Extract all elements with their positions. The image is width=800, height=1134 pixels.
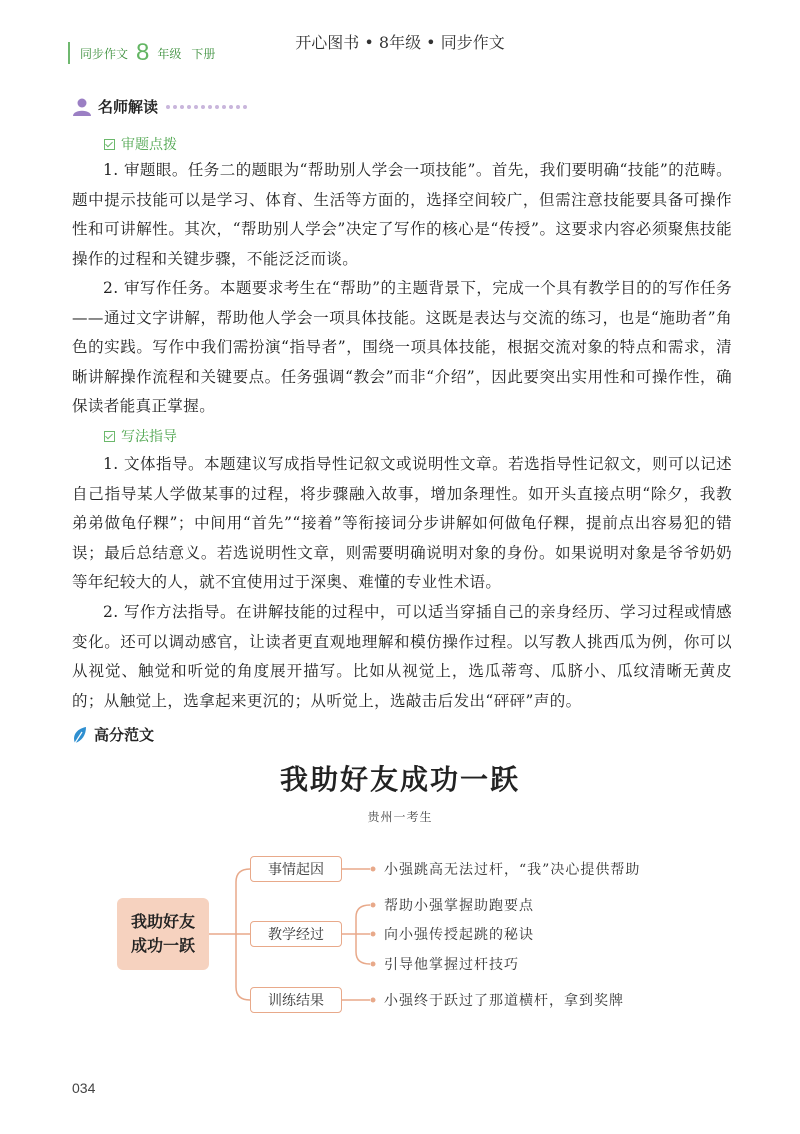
header-volume: 下册 — [191, 46, 216, 61]
checkbox-icon — [104, 431, 115, 442]
paragraph-1: 1. 审题眼。任务二的题眼为“帮助别人学会一项技能”。首先，我们要明确“技能”的范畴。题中提示技能可以是学习、体育、生活等方面的，选择空间较广，但需注意技能要具备可操作性和可讲解性。其次，“帮助别人学会”决定了写作的核心是“传授”。这要求内容必须聚焦技能操作的过程和关键步骤，不能泛泛而谈。 — [72, 161, 732, 268]
leaf-icon — [72, 726, 88, 744]
mindmap-center-node — [117, 898, 209, 970]
page-number: 034 — [72, 1080, 96, 1096]
center-node-line1: 我助好友 — [130, 912, 195, 931]
section-sample-header — [72, 724, 154, 745]
header-grade-label: 年级 — [157, 46, 182, 61]
mindmap-branch-process: 教学经过 — [250, 921, 342, 947]
header-title: 开心图书 • 8年级 • 同步作文 — [295, 33, 505, 52]
mindmap-branch-result: 训练结果 — [250, 987, 342, 1013]
subsection-topic-hint-title: 审题点拨 — [121, 137, 177, 153]
mindmap-leaf: 小强跳高无法过杆，“我”决心提供帮助 — [384, 862, 641, 878]
paragraph-3: 1. 文体指导。本题建议写成指导性记叙文或说明性文章。若选指导性记叙文，则可以记述自己指导某人学做某事的过程，将步骤融入故事，增加条理性。如开头直接点明“除夕，我教弟弟做龟仔粿”；中间用“首先”“接着”等衔接词分步讲解如何做龟仔粿，提前点出容易犯的错误；最后总结意义。若选说明性文章，则需要明确说明对象的身份。如果说明对象是爷爷奶奶等年纪较大的人，就不宜使用过于深奥、难懂的专业性术语。 — [72, 455, 732, 591]
section-sample-title: 高分范文 — [94, 726, 155, 744]
subsection-writing-guide — [104, 426, 177, 446]
decorative-dots — [166, 105, 250, 109]
header-series-label: 同步作文 — [80, 46, 129, 61]
mindmap-leaf: 帮助小强掌握助跑要点 — [384, 898, 534, 914]
essay-author: 贵州一考生 — [367, 810, 433, 824]
mindmap-leaf: 小强终于跃过了那道横杆，拿到奖牌 — [384, 993, 624, 1009]
mindmap-leaf: 引导他掌握过杆技巧 — [384, 957, 519, 973]
paragraph-4: 2. 写作方法指导。在讲解技能的过程中，可以适当穿插自己的亲身经历、学习过程或情感变化。还可以调动感官，让读者更直观地理解和模仿操作过程。以写教人挑西瓜为例，你可以从视觉、触觉和听觉的角度展开描写。比如从视觉上，选瓜蒂弯、瓜脐小、瓜纹清晰无黄皮的；从触觉上，选拿起来更沉的；从听觉上，选敲击后发出“砰砰”声的。 — [72, 603, 732, 710]
section-teacher-title: 名师解读 — [98, 98, 159, 116]
mindmap-branch-cause: 事情起因 — [250, 856, 342, 882]
center-node-line2: 成功一跃 — [130, 936, 195, 955]
section-teacher-header — [72, 96, 250, 117]
header-grade-number: 8 — [136, 39, 150, 66]
essay-title: 我助好友成功一跃 — [279, 763, 520, 796]
mindmap-leaf: 向小强传授起跳的秘诀 — [384, 927, 534, 943]
teacher-icon — [72, 98, 92, 116]
checkbox-icon — [104, 139, 115, 150]
subsection-writing-guide-title: 写法指导 — [121, 429, 177, 445]
subsection-topic-hint — [104, 134, 177, 154]
paragraph-2: 2. 审写作任务。本题要求考生在“帮助”的主题背景下，完成一个具有教学目的的写作任务——通过文字讲解，帮助他人学会一项具体技能。这既是表达与交流的练习，也是“施助者”角色的实践。写作中我们需扮演“指导者”，围绕一项具体技能，根据交流对象的特点和需求，清晰讲解操作流程和关键要点。任务强调“教会”而非“介绍”，因此要突出实用性和可操作性，确保读者能真正掌握。 — [72, 279, 732, 415]
